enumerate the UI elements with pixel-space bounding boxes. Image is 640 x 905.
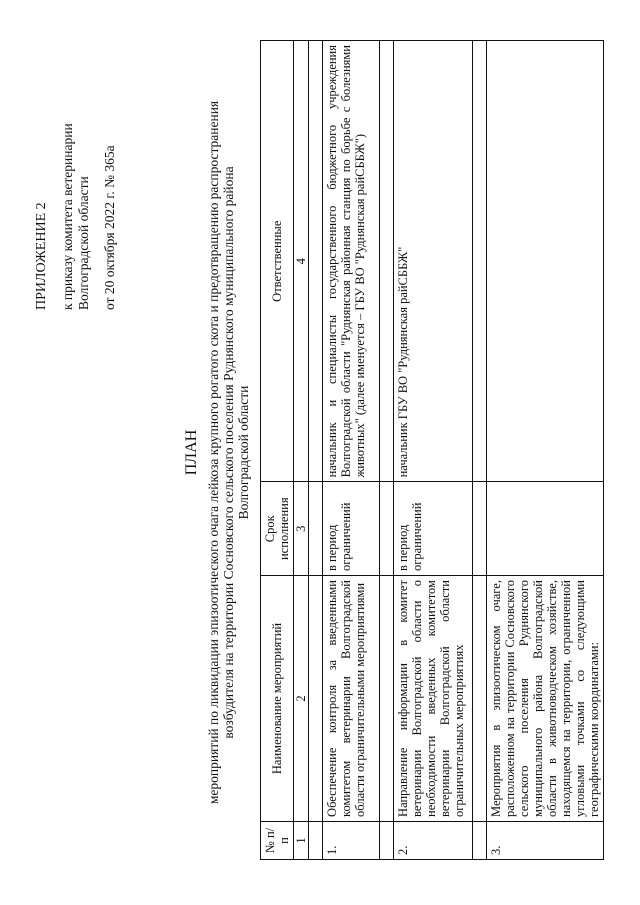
plan-title: ПЛАН <box>183 429 200 476</box>
row-responsible <box>487 41 604 482</box>
appendix-order-line: к приказу комитета ветеринарии <box>60 123 75 310</box>
row-measure: Направление информации в комитет ветеринарии Волгоградской области о необходимости введенных комитетом ветеринарии Волгоградской области ограничительных мероприятиях <box>394 576 473 822</box>
appendix-date-line: от 20 октября 2022 г. № 365а <box>102 145 117 310</box>
column-number: 4 <box>294 41 309 482</box>
table-row <box>323 41 380 860</box>
table-row <box>394 41 473 860</box>
column-number: 2 <box>294 576 309 822</box>
column-number: 1 <box>294 821 309 859</box>
row-responsible: начальник и специалисты государственного бюджетного учреждения Волгоградской области "Руднянская районная станция по борьбе с болезнями животных" (далее именуется – ГБУ ВО "Руднянская райСББЖ") <box>323 41 380 482</box>
plan-subtitle <box>206 90 251 815</box>
plan-subtitle-line-3: Волгоградской области <box>236 385 251 520</box>
appendix-block <box>34 30 118 310</box>
row-term: в период ограничений <box>323 482 380 576</box>
row-term: в период ограничений <box>394 482 473 576</box>
spacer-row <box>309 41 323 860</box>
row-number: 1. <box>323 821 380 859</box>
header-term: Срок исполнения <box>261 482 294 576</box>
column-number: 3 <box>294 482 309 576</box>
header-name: Наименование мероприятий <box>261 576 294 822</box>
appendix-region-line: Волгоградской области <box>76 176 91 310</box>
column-number-row <box>294 41 309 860</box>
row-number: 3. <box>487 821 604 859</box>
spacer-row <box>473 41 487 860</box>
row-measure: Мероприятия в эпизоотическом очаге, расположенном на территории Сосновского сельского поселения Руднянского муниципального района Волгоградской области в животноводческом хозяйстве, находящемся на территории, ограниченной угловыми точками со следующими географическими координатами: <box>487 576 604 822</box>
plan-subtitle-line-1: мероприятий по ликвидации эпизоотического очага лейкоза крупного рогатого скота и предотвращению распространения <box>206 100 221 805</box>
spacer-row <box>380 41 394 860</box>
row-measure: Обеспечение контроля за введенными комитетом ветеринарии Волгоградской области ограничительными мероприятиями <box>323 576 380 822</box>
row-number: 2. <box>394 821 473 859</box>
plan-subtitle-line-2: возбудителя на территории Сосновского сельского поселения Руднянского муниципального района <box>221 166 236 739</box>
table-row <box>487 41 604 860</box>
header-responsible: Ответственные <box>261 41 294 482</box>
table-header-row <box>261 41 294 860</box>
plan-table <box>260 40 604 860</box>
row-responsible: начальник ГБУ ВО "Руднянская райСББЖ" <box>394 41 473 482</box>
header-num: № п/п <box>261 821 294 859</box>
appendix-title: ПРИЛОЖЕНИЕ 2 <box>34 202 49 310</box>
row-term <box>487 482 604 576</box>
